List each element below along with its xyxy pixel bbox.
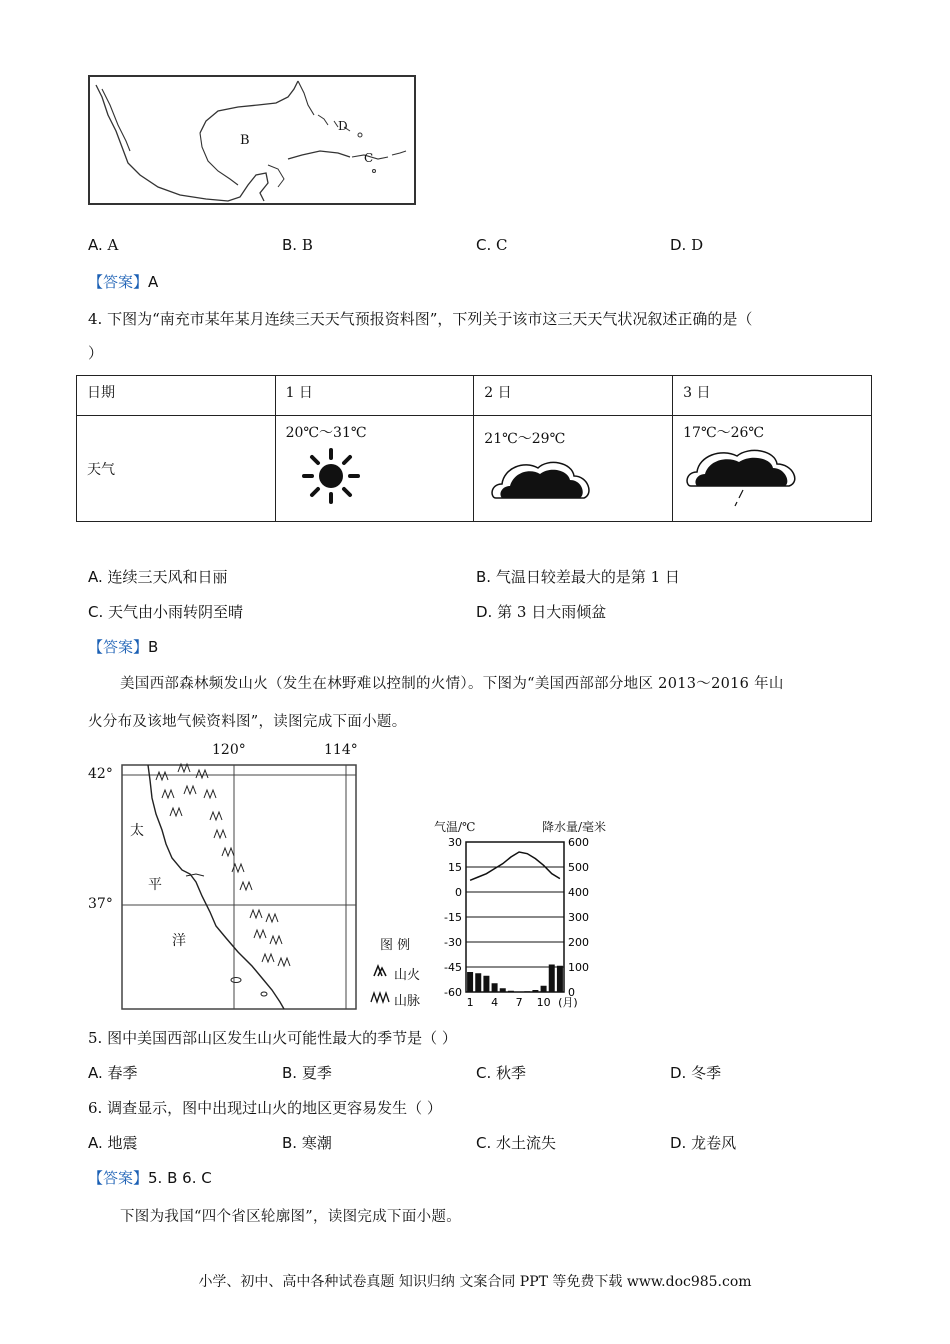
intro-56-line2: 火分布及该地气候资料图”，读图完成下面小题。 bbox=[88, 714, 407, 730]
light-rain-icon bbox=[685, 446, 805, 510]
day3-temp: 17℃～26℃ bbox=[683, 425, 765, 441]
map-legend bbox=[370, 934, 430, 1012]
precip-bar bbox=[500, 988, 506, 992]
precip-bar bbox=[524, 991, 530, 992]
left-tick-label: -30 bbox=[444, 936, 462, 949]
table-cell-day2 bbox=[474, 416, 673, 522]
temperature-line bbox=[470, 852, 560, 880]
climate-chart bbox=[430, 818, 630, 1014]
mountain-icon bbox=[370, 990, 392, 1004]
precip-bar bbox=[475, 973, 481, 992]
lon-label-120: 120° bbox=[212, 742, 246, 758]
lat-label-37: 37° bbox=[88, 896, 113, 912]
day1-temp: 20℃～31℃ bbox=[285, 425, 367, 441]
q3-option-b[interactable]: B. B bbox=[282, 236, 313, 254]
right-tick-label: 300 bbox=[568, 911, 589, 924]
q4-option-c[interactable]: C. 天气由小雨转阴至晴 bbox=[88, 603, 244, 621]
page-footer: 小学、初中、高中各种试卷真题 知识归纳 文案合同 PPT 等免费下载 www.doc985.com bbox=[198, 1274, 752, 1290]
table-row-weather-label: 天气 bbox=[77, 416, 276, 522]
precip-bar bbox=[508, 991, 514, 992]
precip-bar bbox=[483, 976, 489, 992]
sun-icon bbox=[296, 446, 366, 506]
left-tick-label: 0 bbox=[455, 886, 462, 899]
table-header-day2: 2 日 bbox=[474, 376, 673, 416]
q5-option-d[interactable]: D. 冬季 bbox=[670, 1064, 722, 1082]
answer-tag: 【答案】 bbox=[88, 273, 149, 291]
right-axis-label: 降水量/毫米 bbox=[542, 820, 607, 834]
lon-label-114: 114° bbox=[324, 742, 358, 758]
next-intro: 下图为我国“四个省区轮廓图”，读图完成下面小题。 bbox=[120, 1209, 462, 1225]
legend-fire-label: 山火 bbox=[394, 968, 421, 983]
map-label-d: D bbox=[338, 119, 348, 133]
day2-temp: 21℃～29℃ bbox=[484, 431, 566, 447]
q3-option-c[interactable]: C. C bbox=[476, 236, 508, 254]
q3-option-a[interactable]: A. A bbox=[88, 236, 119, 254]
right-tick-label: 500 bbox=[568, 861, 589, 874]
precip-bar bbox=[557, 966, 563, 992]
precip-bar bbox=[516, 992, 522, 993]
precip-bar bbox=[532, 990, 538, 992]
q4-stem-line2: ） bbox=[88, 344, 104, 362]
intro-56-line1: 美国西部森林频发山火（发生在林野难以控制的火情）。下图为“美国西部部分地区 2013～2016 年山 bbox=[120, 676, 784, 692]
q5-stem: 5. 图中美国西部山区发生山火可能性最大的季节是（ ） bbox=[88, 1029, 457, 1047]
q6-option-b[interactable]: B. 寒潮 bbox=[282, 1134, 332, 1152]
wildfire-map bbox=[86, 740, 378, 1012]
ocean-char-3: 洋 bbox=[172, 933, 186, 949]
fire-icon bbox=[372, 964, 388, 978]
caribbean-map bbox=[88, 75, 416, 205]
q4-stem-line1: 4. 下图为“南充市某年某月连续三天天气预报资料图”，下列关于该市这三天天气状况叙述正确的是（ bbox=[88, 310, 753, 328]
left-tick-label: 15 bbox=[448, 861, 462, 874]
q4-answer: 【答案】B bbox=[88, 638, 159, 656]
q3-option-d[interactable]: D. D bbox=[670, 236, 704, 254]
left-tick-label: -45 bbox=[444, 961, 462, 974]
right-tick-label: 400 bbox=[568, 886, 589, 899]
weather-forecast-table bbox=[76, 375, 872, 522]
ocean-char-2: 平 bbox=[148, 877, 162, 893]
x-tick-label: 7 bbox=[515, 996, 523, 1009]
answer-tag: 【答案】 bbox=[88, 1169, 149, 1187]
lat-label-42: 42° bbox=[88, 766, 113, 782]
precip-bar bbox=[492, 983, 498, 992]
q5-option-c[interactable]: C. 秋季 bbox=[476, 1064, 527, 1082]
q6-option-d[interactable]: D. 龙卷风 bbox=[670, 1134, 737, 1152]
table-header-date: 日期 bbox=[77, 376, 276, 416]
table-cell-day3 bbox=[673, 416, 872, 522]
q6-option-c[interactable]: C. 水土流失 bbox=[476, 1134, 557, 1152]
map-label-b: B bbox=[240, 133, 250, 148]
cloudy-icon bbox=[488, 454, 598, 504]
table-header-day3: 3 日 bbox=[673, 376, 872, 416]
precip-bar bbox=[467, 972, 473, 992]
q5-option-b[interactable]: B. 夏季 bbox=[282, 1064, 332, 1082]
q4-option-d[interactable]: D. 第 3 日大雨倾盆 bbox=[476, 603, 607, 621]
q3-answer: 【答案】A bbox=[88, 273, 159, 291]
precip-bar bbox=[541, 986, 547, 992]
right-tick-label: 200 bbox=[568, 936, 589, 949]
x-tick-label: 10 bbox=[536, 996, 551, 1009]
legend-mountain-label: 山脉 bbox=[394, 994, 421, 1009]
x-tick-label: 1 bbox=[466, 996, 474, 1009]
x-unit-label: (月) bbox=[558, 996, 578, 1009]
table-cell-day1 bbox=[275, 416, 474, 522]
legend-title: 图 例 bbox=[380, 938, 411, 953]
right-tick-label: 0 bbox=[568, 986, 575, 999]
q4-option-b[interactable]: B. 气温日较差最大的是第 1 日 bbox=[476, 568, 680, 586]
ocean-char-1: 太 bbox=[130, 823, 144, 839]
left-tick-label: 30 bbox=[448, 836, 462, 849]
map-label-c: C bbox=[364, 151, 374, 165]
answer-tag: 【答案】 bbox=[88, 638, 149, 656]
x-tick-label: 4 bbox=[491, 996, 499, 1009]
q6-option-a[interactable]: A. 地震 bbox=[88, 1134, 138, 1152]
q6-stem: 6. 调查显示，图中出现过山火的地区更容易发生（ ） bbox=[88, 1099, 442, 1117]
table-header-day1: 1 日 bbox=[275, 376, 474, 416]
left-axis-label: 气温/℃ bbox=[434, 820, 476, 834]
right-tick-label: 600 bbox=[568, 836, 589, 849]
left-tick-label: -60 bbox=[444, 986, 462, 999]
q56-answer: 【答案】5. B 6. C bbox=[88, 1169, 212, 1187]
precip-bar bbox=[549, 965, 555, 993]
q4-option-a[interactable]: A. 连续三天风和日丽 bbox=[88, 568, 228, 586]
right-tick-label: 100 bbox=[568, 961, 589, 974]
q5-option-a[interactable]: A. 春季 bbox=[88, 1064, 138, 1082]
left-tick-label: -15 bbox=[444, 911, 462, 924]
